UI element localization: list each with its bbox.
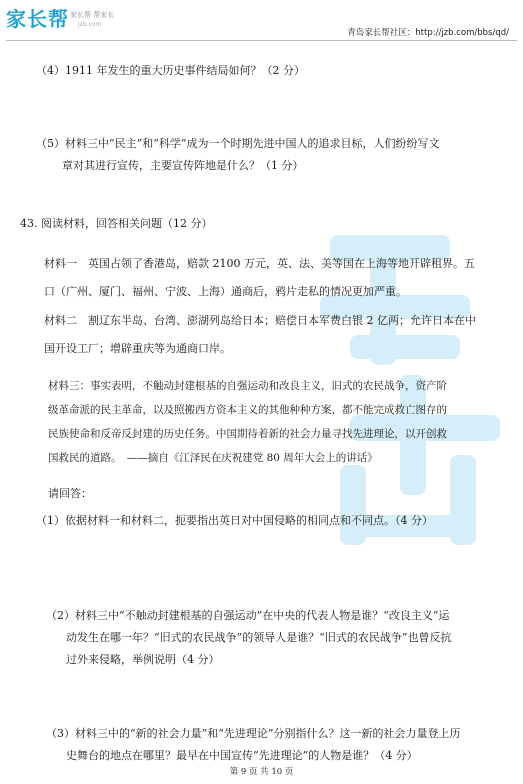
material-3-line3: 民族使命和反帝反封建的历史任务。中国期待着新的社会力量寻找先进理论，以开创救 [48, 428, 447, 440]
material-1-line2: 口（广州、厦门、福州、宁波、上海）通商后，鸦片走私的情况更加严重。 [44, 285, 407, 298]
please-answer: 请回答： [48, 487, 92, 500]
sub-question-2-line1: （2）材料三中“不触动封建根基的自强运动”在中央的代表人物是谁？“改良主义”运 [46, 609, 450, 622]
sub-question-3-line1: （3）材料三中的“新的社会力量”和“先进理论”分别指什么？这一新的社会力量登上历 [46, 727, 461, 740]
material-1-line1: 材料一 英国占领了香港岛，赔款 2100 万元，英、法、美等国在上海等地开辟租界。五 [44, 257, 475, 270]
sub-question-1: （1）依据材料一和材料二，扼要指出英日对中国侵略的相同点和不同点。（4 分） [36, 514, 433, 527]
page-number: 第 9 页 共 10 页 [229, 767, 294, 777]
question-43-title: 43. 阅读材料，回答相关问题（12 分） [20, 217, 213, 230]
sub-question-2-line3: 过外来侵略，举例说明（4 分） [66, 653, 220, 666]
material-3-line4: 国救民的道路。 ——摘自《江泽民在庆祝建党 80 周年大会上的讲话》 [48, 452, 378, 464]
site-logo [6, 6, 156, 36]
material-3-line2: 级革命派的民主革命，以及照搬西方资本主义的其他种种方案，都不能完成救亡图存的 [48, 404, 447, 416]
question-5-line1: （5）材料三中“民主”和“科学”成为一个时期先进中国人的追求目标，人们纷纷写文 [36, 137, 440, 150]
header-divider [6, 40, 517, 41]
logo-slogan: 家长帮 帮家长 [70, 11, 115, 19]
question-4: （4）1911 年发生的重大历史事件结局如何？（2 分） [36, 64, 305, 77]
logo-text: 家长帮 [6, 7, 69, 31]
material-3-line1: 材料三：事实表明，不触动封建根基的自强运动和改良主义，旧式的农民战争，资产阶 [48, 380, 447, 392]
community-link[interactable]: 青岛家长帮社区：http://jzb.com/bbs/qd/ [347, 28, 509, 38]
sub-question-3-line2: 史舞台的地点在哪里？最早在中国宣传“先进理论”的人物是谁？（4 分） [66, 749, 418, 762]
material-2-line2: 国开设工厂；增辟重庆等为通商口岸。 [44, 342, 231, 355]
sub-question-2-line2: 动发生在哪一年？“旧式的农民战争”的领导人是谁？“旧式的农民战争”也曾反抗 [66, 631, 452, 644]
question-5-line2: 章对其进行宣传，主要宣传阵地是什么？（1 分） [62, 159, 304, 172]
material-2-line1: 材料二 割辽东半岛、台湾、澎湖列岛给日本；赔偿日本军费白银 2 亿两；允许日本在中 [44, 314, 476, 327]
logo-url: jzb.com [78, 21, 102, 28]
